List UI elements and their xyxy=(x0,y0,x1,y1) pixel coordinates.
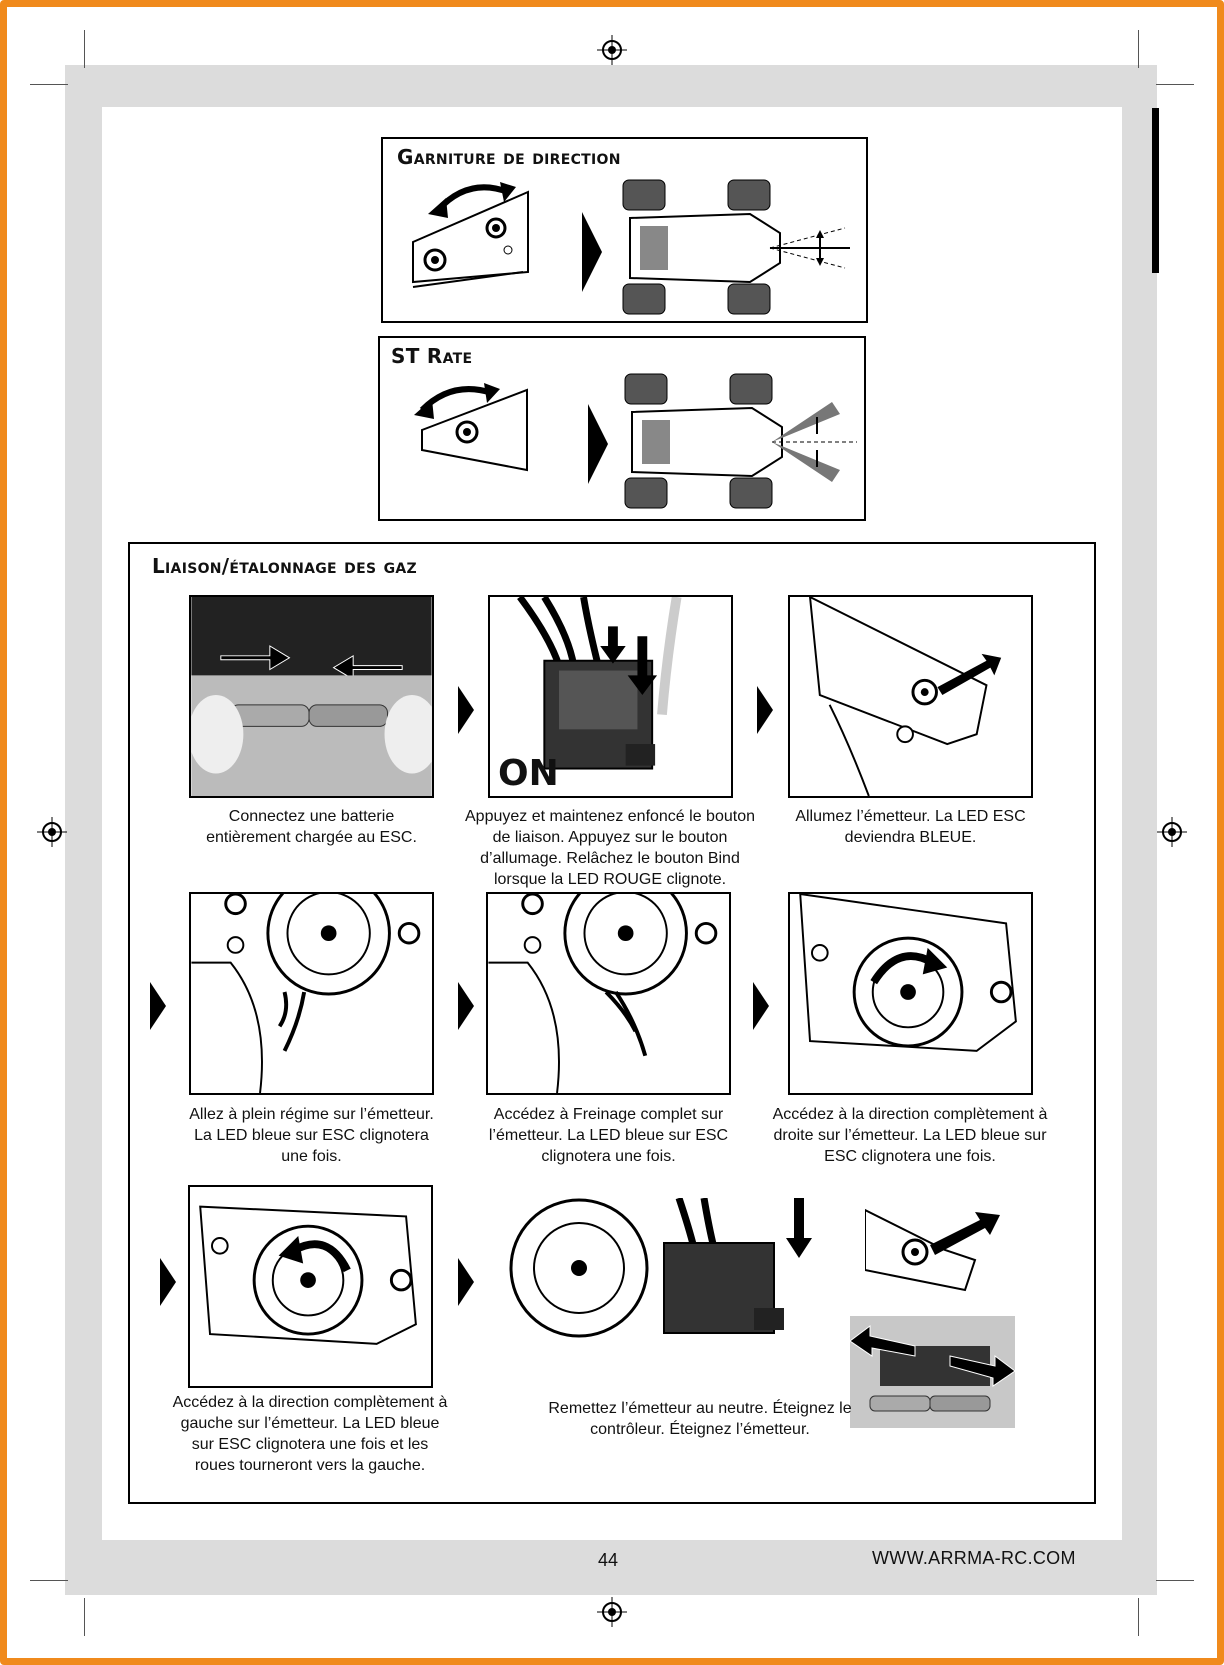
edge-tab xyxy=(1152,108,1159,273)
st-rate-title: ST Rate xyxy=(391,344,473,368)
step-arrow-icon xyxy=(588,404,608,484)
step-3-caption: Allumez l’émetteur. La LED ESC deviendra BLEUE. xyxy=(795,808,1026,846)
step-7-caption: Accédez à la direction complètement à gauche sur l’émetteur. La LED bleue sur ESC clignotera une fois et les roues tourneront vers la gauche. xyxy=(172,1394,448,1474)
step-5-caption: Accédez à Freinage complet sur l’émetteur. La LED bleue sur ESC clignotera une fois. xyxy=(488,1106,729,1165)
registration-mark-icon xyxy=(1157,817,1187,847)
step-arrow-icon xyxy=(458,686,474,734)
step-2-esc-illustration xyxy=(488,595,733,798)
step-8-neutral-illustration xyxy=(504,1198,829,1358)
crop-mark xyxy=(84,1598,85,1636)
step-arrow-icon xyxy=(150,982,166,1030)
step-5-brake-illustration xyxy=(486,892,731,1095)
st-rate-car-illustration xyxy=(622,372,862,512)
step-arrow-icon xyxy=(160,1258,176,1306)
step-8-transmitter-off-illustration xyxy=(865,1200,1005,1310)
crop-mark xyxy=(1156,1580,1194,1581)
steering-trim-car-illustration xyxy=(620,178,860,318)
registration-mark-icon xyxy=(597,35,627,65)
page-number: 44 xyxy=(598,1550,619,1570)
step-1-caption: Connectez une batterie entièrement chargée au ESC. xyxy=(206,808,417,846)
crop-mark xyxy=(30,84,68,85)
step-8-disconnect-battery-illustration xyxy=(850,1316,1015,1428)
step-7-steer-left-illustration xyxy=(188,1185,433,1388)
step-4-caption: Allez à plein régime sur l’émetteur. La LED bleue sur ESC clignotera une fois. xyxy=(189,1106,434,1165)
step-arrow-icon xyxy=(458,1258,474,1306)
step-6-steer-right-illustration xyxy=(788,892,1033,1095)
step-arrow-icon xyxy=(458,982,474,1030)
step-arrow-icon xyxy=(582,212,602,292)
website-url: WWW.ARRMA-RC.COM xyxy=(872,1548,1076,1568)
registration-mark-icon xyxy=(37,817,67,847)
step-6-caption: Accédez à la direction complètement à droite sur l’émetteur. La LED bleue sur ESC clignotera une fois. xyxy=(772,1106,1048,1165)
step-1-battery-illustration xyxy=(189,595,434,798)
crop-mark xyxy=(1138,30,1139,68)
steering-trim-title: Garniture de direction xyxy=(397,145,621,169)
crop-mark xyxy=(84,30,85,68)
crop-mark xyxy=(30,1580,68,1581)
registration-mark-icon xyxy=(597,1597,627,1627)
step-3-transmitter-illustration xyxy=(788,595,1033,798)
power-on-label: ON xyxy=(498,753,559,794)
steering-trim-transmitter-illustration xyxy=(408,172,533,314)
step-2-caption: Appuyez et maintenez enfoncé le bouton de liaison. Appuyez sur le bouton d’allumage. Relâchez le bouton Bind lorsque la LED ROUGE clignote. xyxy=(465,808,755,888)
crop-mark xyxy=(1138,1598,1139,1636)
st-rate-transmitter-illustration xyxy=(412,375,532,500)
crop-mark xyxy=(1156,84,1194,85)
step-arrow-icon xyxy=(757,686,773,734)
step-4-throttle-illustration xyxy=(189,892,434,1095)
step-8-caption: Remettez l’émetteur au neutre. Éteignez le contrôleur. Éteignez l’émetteur. xyxy=(548,1400,852,1438)
bind-calibration-title: Liaison/étalonnage des gaz xyxy=(152,554,417,578)
step-arrow-icon xyxy=(753,982,769,1030)
